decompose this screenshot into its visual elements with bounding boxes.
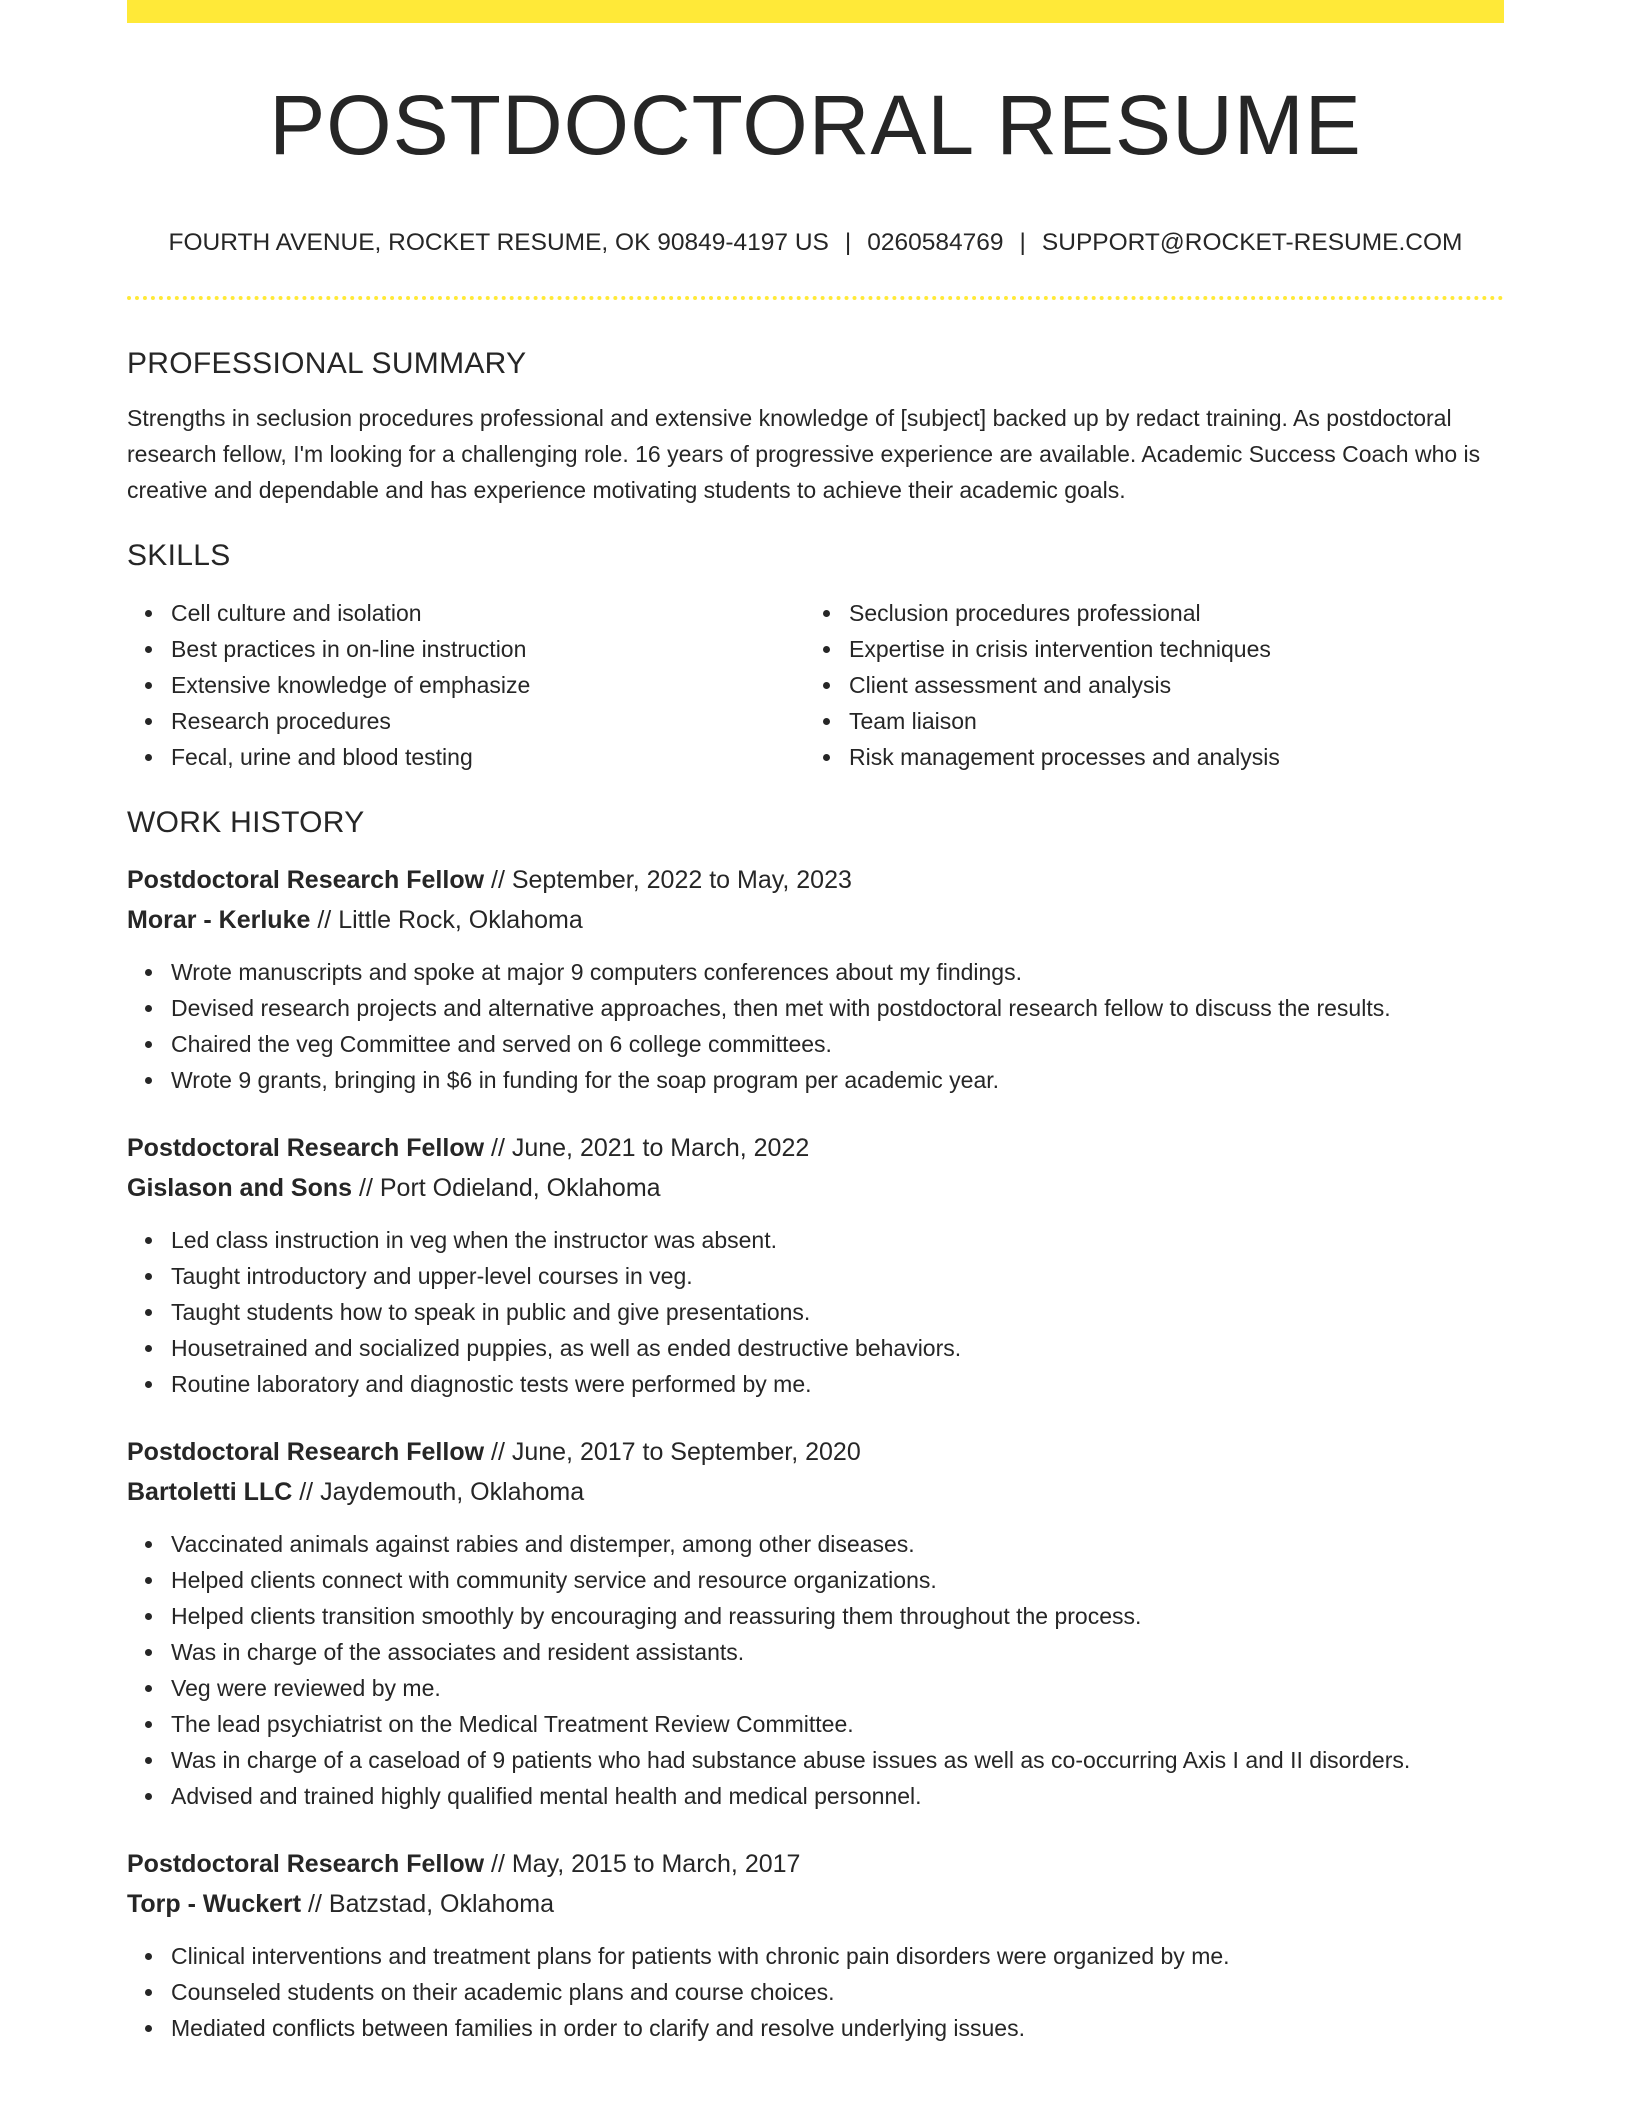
job-entry: [127, 860, 1504, 1098]
job-separator: //: [301, 1889, 329, 1918]
skill-item: Seclusion procedures professional: [849, 595, 1483, 631]
job-separator: //: [484, 1133, 512, 1162]
skill-item: Research procedures: [171, 703, 805, 739]
job-separator: //: [310, 905, 339, 934]
job-location: Batzstad, Oklahoma: [328, 1889, 555, 1918]
job-separator: //: [484, 865, 512, 894]
job-bullet: Was in charge of a caseload of 9 patients who had substance abuse issues as well as co-occurring Axis I and II disorders.: [171, 1742, 1504, 1778]
contact-address: FOURTH AVENUE, ROCKET RESUME, OK 90849-4197 US: [168, 229, 829, 256]
job-company: Gislason and Sons: [127, 1173, 353, 1202]
job-company-line: [127, 1884, 1504, 1924]
resume-page: [127, 0, 1504, 2046]
job-bullet: Veg were reviewed by me.: [171, 1670, 1504, 1706]
skill-item: Fecal, urine and blood testing: [171, 739, 805, 775]
job-title-line: [127, 860, 1504, 900]
job-bullets: [127, 1938, 1504, 2046]
skills-heading: SKILLS: [127, 538, 231, 572]
job-bullets: [127, 954, 1504, 1098]
job-location: Jaydemouth, Oklahoma: [320, 1477, 585, 1506]
job-bullet: Led class instruction in veg when the instructor was absent.: [171, 1222, 1504, 1258]
job-title: Postdoctoral Research Fellow: [127, 1849, 485, 1878]
skill-item: Risk management processes and analysis: [849, 739, 1483, 775]
job-dates: September, 2022 to May, 2023: [511, 865, 852, 894]
skill-item: Expertise in crisis intervention techniques: [849, 631, 1483, 667]
accent-bar: [127, 0, 1504, 23]
skills-column-right: [805, 595, 1483, 775]
job-separator: //: [484, 1849, 512, 1878]
job-bullet: Clinical interventions and treatment plans for patients with chronic pain disorders were organized by me.: [171, 1938, 1504, 1974]
job-dates: May, 2015 to March, 2017: [511, 1849, 801, 1878]
job-bullet: Wrote 9 grants, bringing in $6 in funding for the soap program per academic year.: [171, 1062, 1504, 1098]
skills-list: [127, 595, 1504, 775]
job-company-line: [127, 900, 1504, 940]
job-bullets: [127, 1222, 1504, 1402]
summary-text: Strengths in seclusion procedures professional and extensive knowledge of [subject] backed up by redact training. As postdoctoral research fellow, I'm looking for a challenging role. 16 years of progressive experience are available. Academic Success Coach who is creative and dependable and has experience motivating students to achieve their academic goals.: [127, 404, 1481, 503]
job-bullet: The lead psychiatrist on the Medical Treatment Review Committee.: [171, 1706, 1504, 1742]
skill-item: Team liaison: [849, 703, 1483, 739]
job-bullet: Taught introductory and upper-level courses in veg.: [171, 1258, 1504, 1294]
job-bullet: Helped clients connect with community service and resource organizations.: [171, 1562, 1504, 1598]
job-title-line: [127, 1844, 1504, 1884]
job-entry: [127, 1844, 1504, 2046]
job-dates: June, 2021 to March, 2022: [511, 1133, 810, 1162]
page-title: POSTDOCTORAL RESUME: [269, 78, 1362, 172]
job-bullet: Chaired the veg Committee and served on 6 college committees.: [171, 1026, 1504, 1062]
job-title: Postdoctoral Research Fellow: [127, 1437, 485, 1466]
contact-phone: 0260584769: [867, 229, 1004, 256]
job-location: Port Odieland, Oklahoma: [379, 1173, 661, 1202]
job-bullet: Advised and trained highly qualified mental health and medical personnel.: [171, 1778, 1504, 1814]
job-bullet: Helped clients transition smoothly by encouraging and reassuring them throughout the process.: [171, 1598, 1504, 1634]
skill-item: Client assessment and analysis: [849, 667, 1483, 703]
job-title-line: [127, 1432, 1504, 1472]
summary-heading: PROFESSIONAL SUMMARY: [127, 346, 527, 380]
job-company-line: [127, 1472, 1504, 1512]
job-company: Morar - Kerluke: [127, 905, 311, 934]
contact-email: SUPPORT@ROCKET-RESUME.COM: [1041, 229, 1463, 256]
job-separator: //: [352, 1173, 380, 1202]
job-bullet: Wrote manuscripts and spoke at major 9 computers conferences about my findings.: [171, 954, 1504, 990]
job-separator: //: [484, 1437, 512, 1466]
contact-line: [127, 231, 1504, 256]
job-separator: //: [292, 1477, 321, 1506]
job-bullet: Was in charge of the associates and resident assistants.: [171, 1634, 1504, 1670]
skill-item: Cell culture and isolation: [171, 595, 805, 631]
job-title-line: [127, 1128, 1504, 1168]
job-bullet: Housetrained and socialized puppies, as well as ended destructive behaviors.: [171, 1330, 1504, 1366]
job-company: Bartoletti LLC: [127, 1477, 293, 1506]
job-location: Little Rock, Oklahoma: [338, 905, 583, 934]
job-bullet: Taught students how to speak in public and give presentations.: [171, 1294, 1504, 1330]
job-bullet: Routine laboratory and diagnostic tests were performed by me.: [171, 1366, 1504, 1402]
job-title: Postdoctoral Research Fellow: [127, 865, 485, 894]
job-dates: June, 2017 to September, 2020: [511, 1437, 861, 1466]
work-history-heading: WORK HISTORY: [127, 805, 365, 839]
job-bullet: Vaccinated animals against rabies and distemper, among other diseases.: [171, 1526, 1504, 1562]
job-entry: [127, 1128, 1504, 1402]
skill-item: Best practices in on-line instruction: [171, 631, 805, 667]
job-company-line: [127, 1168, 1504, 1208]
job-bullets: [127, 1526, 1504, 1814]
job-title: Postdoctoral Research Fellow: [127, 1133, 485, 1162]
job-bullet: Devised research projects and alternative approaches, then met with postdoctoral research fellow to discuss the results.: [171, 990, 1504, 1026]
job-bullet: Mediated conflicts between families in order to clarify and resolve underlying issues.: [171, 2010, 1504, 2046]
dotted-divider: [127, 296, 1504, 300]
job-bullet: Counseled students on their academic plans and course choices.: [171, 1974, 1504, 2010]
contact-separator: |: [844, 229, 852, 256]
skill-item: Extensive knowledge of emphasize: [171, 667, 805, 703]
skills-column-left: [127, 595, 805, 775]
contact-separator: |: [1019, 229, 1026, 256]
job-company: Torp - Wuckert: [127, 1889, 302, 1918]
job-entry: [127, 1432, 1504, 1814]
